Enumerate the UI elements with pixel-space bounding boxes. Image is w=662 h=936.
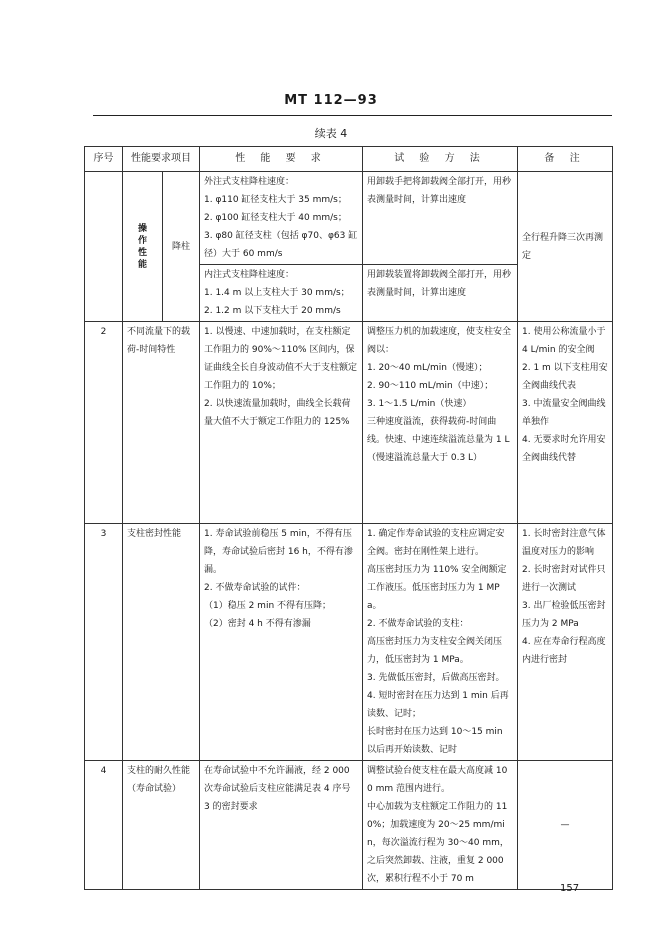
row3-item: 支柱密封性能: [123, 524, 200, 761]
row2-remark: 1. 使用公称流量小于 4 L/min 的安全阀 2. 1 m 以下支柱用安全阀曲线代表 3. 中流量安全阀曲线单独作 4. 无要求时允许用安全阀曲线代替: [518, 322, 613, 524]
row1-group-label-text: 操 作 性 能: [137, 223, 147, 270]
row1-remark: 全行程升降三次再测定: [518, 172, 613, 322]
header-requirement: 性 能 要 求: [200, 147, 363, 172]
row4-item: 支柱的耐久性能（寿命试验）: [123, 761, 200, 890]
row1-sub-label: 降柱: [163, 172, 200, 322]
row4-method: 调整试验台使支柱在最大高度减 100 mm 范围内进行。 中心加载为支柱额定工作阻力的 110%；加载速度为 20～25 mm/min，每次溢流行程为 30～40 mm，之后突然卸载、注液，重复 2 000 次，累积行程不小于 70 m: [363, 761, 518, 890]
row1-requirement-a: 外注式支柱降柱速度： 1. φ110 缸径支柱大于 35 mm/s； 2. φ100 缸径支柱大于 40 mm/s； 3. φ80 缸径支柱（包括 φ70、φ63 缸径）大于 60 mm/s: [200, 172, 363, 265]
header-row: [85, 147, 613, 172]
row3-no: 3: [85, 524, 123, 761]
row3-method: 1. 确定作寿命试验的支柱应调定安全阀。密封在刚性架上进行。 高压密封压力为 110% 安全阀额定工作液压。低压密封压力为 1 MPa。 2. 不做寿命试验的支柱： 高压密封压力为支柱安全阀关闭压力，低压密封为 1 MPa。 3. 先做低压密封，后做高压密封。 4. 短时密封在压力达到 1 min 后再读数、记时； 长时密封在压力达到 10～15 min 以后再开始读数、记时: [363, 524, 518, 761]
row1-method-b: 用卸载装置将卸载阀全部打开，用秒表测量时间，计算出速度: [363, 265, 518, 322]
row3-requirement: 1. 寿命试验前稳压 5 min，不得有压降，寿命试验后密封 16 h，不得有渗漏。 2. 不做寿命试验的试件： （1）稳压 2 min 不得有压降； （2）密封 4 h 不得有渗漏: [200, 524, 363, 761]
row1-group-label: [123, 172, 163, 322]
header-rule: [93, 115, 612, 116]
row1-no: [85, 172, 123, 322]
table-row: [85, 172, 613, 265]
row4-remark: —: [518, 761, 613, 890]
table-row: [85, 322, 613, 524]
header-remark: 备 注: [518, 147, 613, 172]
row4-requirement: 在寿命试验中不允许漏液，经 2 000 次寿命试验后支柱应能满足表 4 序号 3 的密封要求: [200, 761, 363, 890]
page-number: 157: [560, 883, 580, 894]
row3-remark: 1. 长时密封注意气体温度对压力的影响 2. 长时密封对试件只进行一次测试 3. 出厂检验低压密封压力为 2 MPa 4. 应在寿命行程高度内进行密封: [518, 524, 613, 761]
table-continuation-title: 续表 4: [314, 127, 348, 140]
standard-code: MT 112—93: [284, 93, 378, 108]
header-method: 试 验 方 法: [363, 147, 518, 172]
row4-no: 4: [85, 761, 123, 890]
table-row: [85, 524, 613, 761]
table-row: [85, 761, 613, 890]
spec-table: [84, 146, 613, 890]
row2-requirement: 1. 以慢速、中速加载时，在支柱额定工作阻力的 90%～110% 区间内，保证曲线全长自身波动值不大于支柱额定工作阻力的 10%； 2. 以快速流量加载时，曲线全长载荷量大值不大于额定工作阻力的 125%: [200, 322, 363, 524]
row2-no: 2: [85, 322, 123, 524]
header-item: 性能要求项目: [123, 147, 200, 172]
row1-requirement-b: 内注式支柱降柱速度： 1. 1.4 m 以上支柱大于 30 mm/s； 2. 1.2 m 以下支柱大于 20 mm/s: [200, 265, 363, 322]
row2-method: 调整压力机的加载速度，使支柱安全阀以： 1. 20～40 mL/min（慢速）； 2. 90～110 mL/min（中速）； 3. 1～1.5 L/min（快速） 三种速度溢流，获得载荷-时间曲线。快速、中速连续溢流总量为 1 L（慢速溢流总量大于 0.3 L）: [363, 322, 518, 524]
row1-method-a: 用卸载手把将卸载阀全部打开，用秒表测量时间，计算出速度: [363, 172, 518, 265]
header-no: 序号: [85, 147, 123, 172]
row2-item: 不同流量下的载荷-时间特性: [123, 322, 200, 524]
